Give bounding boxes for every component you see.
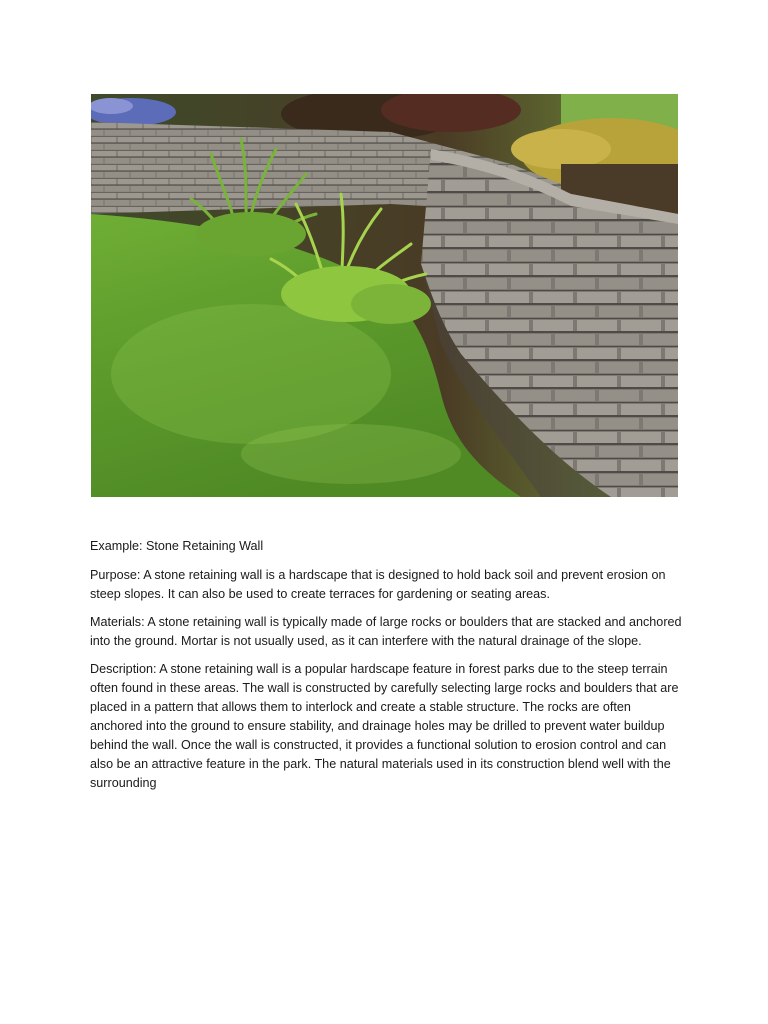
paragraph-description: Description: A stone retaining wall is a popular hardscape feature in forest parks due to the steep terrain often found in these areas. The wall is constructed by carefully selecting large rocks and boulders that are placed in a pattern that allows them to interlock and create a stable structure. The rocks are often anchored into the ground to ensure stability, and drainage holes may be drilled to prevent water buildup behind the wall. Once the wall is constructed, it provides a functional solution to erosion control and can also be an attractive feature in the park. The natural materials used in its construction blend well with the surrounding	[90, 662, 679, 790]
paragraph-materials: Materials: A stone retaining wall is typically made of large rocks or boulders that are stacked and anchored into the ground. Mortar is not usually used, as it can interfere with the natural drainage of the slope.	[90, 615, 682, 648]
heading: Example: Stone Retaining Wall	[90, 539, 264, 553]
retaining-wall-photo	[91, 94, 678, 497]
article-text	[90, 537, 684, 802]
paragraph-purpose: Purpose: A stone retaining wall is a hardscape that is designed to hold back soil and prevent erosion on steep slopes. It can also be used to create terraces for gardening or seating areas.	[90, 568, 666, 601]
